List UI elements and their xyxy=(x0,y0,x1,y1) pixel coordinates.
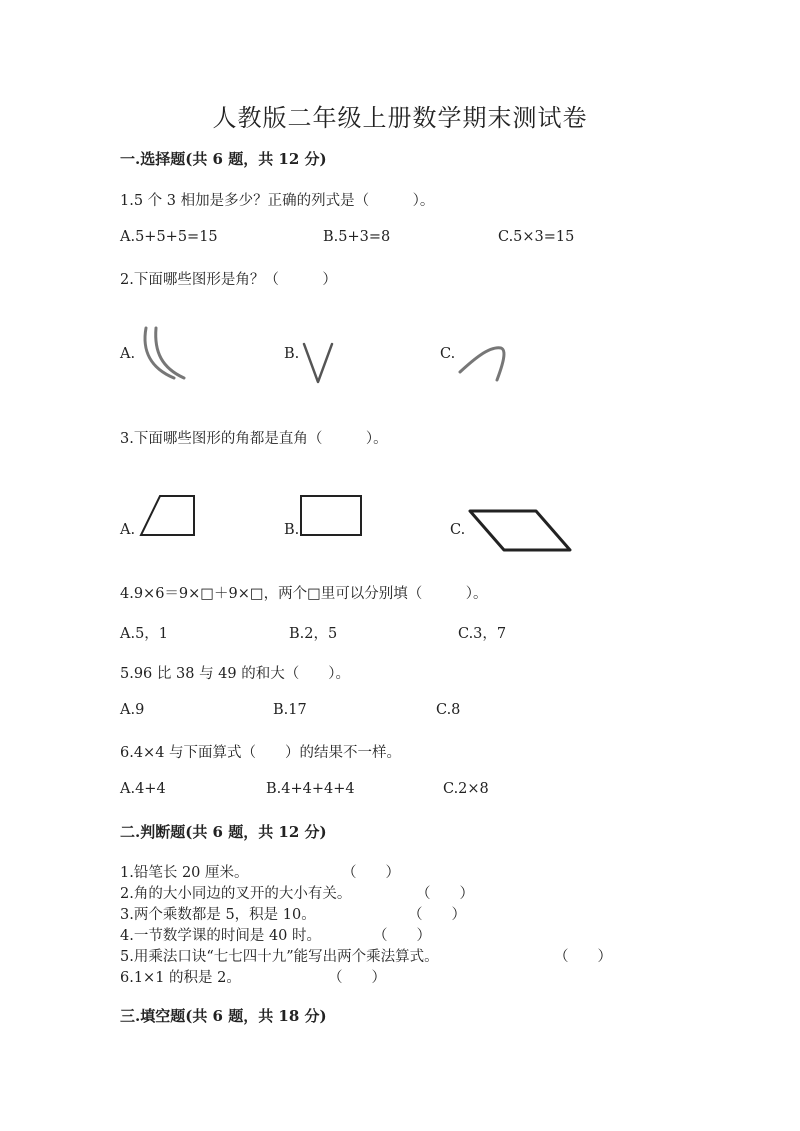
option-a: A.5+5+5=15 xyxy=(120,229,218,245)
tf-answer-paren: （ ） xyxy=(416,886,474,902)
question-stem: 6.4×4 与下面算式（ ）的结果不一样。 xyxy=(120,745,402,761)
tf-answer-paren: （ ） xyxy=(373,928,431,944)
option-b: B. xyxy=(284,522,300,538)
tf-statement: 3.两个乘数都是 5，积是 10。 xyxy=(120,907,316,923)
tf-statement: 2.角的大小同边的叉开的大小有关。 xyxy=(120,886,352,902)
option-c: C.2×8 xyxy=(443,781,489,797)
option-c: C.8 xyxy=(436,702,461,718)
angle-figure xyxy=(298,338,338,388)
tf-answer-paren: （ ） xyxy=(342,865,400,881)
option-b: B.2，5 xyxy=(289,626,338,642)
tf-statement: 4.一节数学课的时间是 40 时。 xyxy=(120,928,322,944)
option-c: C. xyxy=(440,346,456,362)
question-stem: 5.96 比 38 与 49 的和大（ ）。 xyxy=(120,666,350,682)
section-heading-choice: 一.选择题(共 6 题，共 12 分) xyxy=(120,150,327,168)
option-a: A.9 xyxy=(120,702,145,718)
curved-lines-figure xyxy=(136,320,196,385)
option-b: B.5+3=8 xyxy=(323,229,391,245)
tf-answer-paren: （ ） xyxy=(328,970,386,986)
trapezoid-figure xyxy=(136,490,202,542)
question-stem: 3.下面哪些图形的角都是直角（ ）。 xyxy=(120,431,388,447)
option-a: A. xyxy=(120,346,136,362)
option-a: A. xyxy=(120,522,136,538)
option-b: B.17 xyxy=(273,702,307,718)
parallelogram-figure xyxy=(466,506,576,556)
curve-figure xyxy=(455,340,515,385)
page-title: 人教版二年级上册数学期末测试卷 xyxy=(212,104,588,132)
question-stem: 4.9×6＝9×□＋9×□，两个□里可以分别填（ ）。 xyxy=(120,586,488,602)
tf-statement: 1.铅笔长 20 厘米。 xyxy=(120,865,249,881)
tf-statement: 6.1×1 的积是 2。 xyxy=(120,970,241,986)
rectangle-figure xyxy=(298,492,366,540)
option-b: B. xyxy=(284,346,300,362)
tf-statement: 5.用乘法口诀“七七四十九”能写出两个乘法算式。 xyxy=(120,949,439,965)
option-a: A.5，1 xyxy=(120,626,169,642)
option-c: C. xyxy=(450,522,466,538)
tf-answer-paren: （ ） xyxy=(554,949,612,965)
question-stem: 2.下面哪些图形是角？（ ） xyxy=(120,272,337,288)
section-heading-true-false: 二.判断题(共 6 题，共 12 分) xyxy=(120,823,327,841)
option-c: C.5×3=15 xyxy=(498,229,575,245)
option-c: C.3，7 xyxy=(458,626,507,642)
option-a: A.4+4 xyxy=(120,781,166,797)
question-stem: 1.5 个 3 相加是多少？正确的列式是（ ）。 xyxy=(120,193,435,209)
option-b: B.4+4+4+4 xyxy=(266,781,355,797)
tf-answer-paren: （ ） xyxy=(408,907,466,923)
section-heading-fill-blank: 三.填空题(共 6 题，共 18 分) xyxy=(120,1007,327,1025)
